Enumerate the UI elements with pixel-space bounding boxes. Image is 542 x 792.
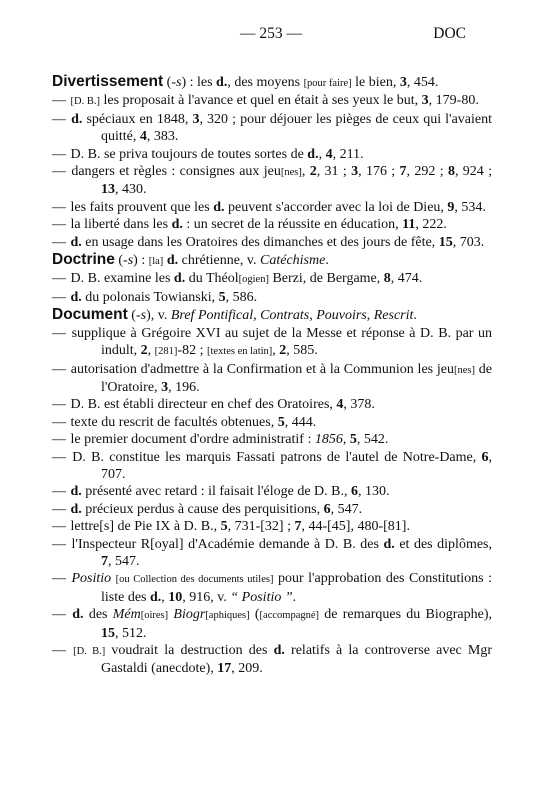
entry-italic: Positio <box>71 571 112 587</box>
entry-text: et des diplômes, <box>394 536 492 552</box>
entry-dash: — <box>52 536 66 552</box>
entry-text: , <box>301 164 310 180</box>
entry-text: texte du rescrit de facultés obtenues, <box>70 414 278 430</box>
entry-ref: 2 <box>309 164 317 180</box>
entry-text: , 222. <box>415 217 447 233</box>
index-entry <box>52 73 492 92</box>
entry-italic: “ Positio ” <box>230 589 293 605</box>
entry-text: -82 ; <box>177 343 207 359</box>
entry-ref: 5 <box>349 432 357 448</box>
editorial-note: [ogien] <box>238 274 269 286</box>
entry-text: , 547. <box>330 501 363 517</box>
entry-text: , <box>366 308 374 324</box>
entry-italic: -s <box>135 308 147 324</box>
entry-ref: d. <box>216 75 228 90</box>
entry-ref: d. <box>173 271 186 287</box>
editorial-note: [accompagné] <box>259 610 320 622</box>
entry-ref: 2 <box>140 343 148 359</box>
editorial-note: [la] <box>148 256 164 268</box>
entry-text: , 292 ; <box>406 164 448 180</box>
index-subentry <box>52 361 492 397</box>
index-subentry <box>52 414 492 431</box>
entry-text: D. B. se priva toujours de toutes sortes de <box>70 146 308 162</box>
entry-text: , 703. <box>452 234 485 250</box>
index-subentry <box>52 431 492 448</box>
index-subentry <box>52 289 492 306</box>
entry-text: , 454. <box>406 75 439 90</box>
entry-ref: 11 <box>402 217 416 233</box>
entry-dash: — <box>52 289 66 305</box>
entry-text: supplique à Grégoire XVI au sujet de la Messe et réponse à D. B. par un indult, <box>71 325 493 359</box>
index-subentry <box>52 483 492 500</box>
entry-ref: 8 <box>447 164 455 180</box>
entry-italic: Mém <box>112 607 141 623</box>
entry-dash: — <box>52 607 66 623</box>
entry-text: la liberté dans les <box>70 217 172 233</box>
entry-text: en usage dans les Oratoires des dimanches et des jours de fête, <box>81 234 439 250</box>
entry-dash: — <box>52 234 66 250</box>
entry-ref: 6 <box>481 449 489 465</box>
entry-ref: d. <box>307 146 319 162</box>
entry-text: voudrait la destruction des <box>105 643 274 658</box>
entry-ref: 15 <box>101 625 115 641</box>
entry-dash: — <box>52 571 66 587</box>
headword: Doctrine <box>52 251 115 269</box>
entry-text: , <box>161 589 169 605</box>
entry-dash: — <box>52 164 66 180</box>
index-subentry <box>52 396 492 413</box>
entry-ref: 17 <box>217 661 232 677</box>
entry-italic: -s <box>123 253 134 269</box>
entry-text: : un secret de la réussite en éducation, <box>182 217 403 233</box>
entry-ref: 3 <box>192 111 200 127</box>
entry-dash: — <box>52 484 66 500</box>
entry-ref: 4 <box>325 146 333 162</box>
entry-ref: 9 <box>447 199 455 215</box>
entry-text: , des moyens <box>227 75 304 90</box>
index-entry <box>52 251 492 270</box>
entry-text: , 547. <box>108 553 140 569</box>
entry-text: , 585. <box>286 343 318 359</box>
entry-dash: — <box>52 643 66 658</box>
entry-text: ( <box>127 308 136 324</box>
editorial-note: [281] <box>154 346 178 358</box>
entry-italic: -s <box>171 75 182 90</box>
running-head: DOC <box>433 25 466 42</box>
entry-text: , 31 ; <box>316 164 352 180</box>
editorial-note: [ou Collection des documents utiles] <box>115 574 274 586</box>
entry-ref: d. <box>70 501 82 517</box>
entry-text: , 534. <box>454 199 486 215</box>
entry-text: , 512. <box>115 625 147 641</box>
entry-text: le premier document d'ordre administratif : <box>70 432 315 448</box>
entry-ref: 7 <box>294 519 302 535</box>
entry-ref: 3 <box>399 75 407 90</box>
entry-text: , 707. <box>101 449 493 482</box>
entry-text: les faits prouvent que les <box>70 199 214 215</box>
entry-ref: 7 <box>399 164 407 180</box>
entry-ref: 5 <box>218 289 226 305</box>
entry-ref: 3 <box>161 379 169 395</box>
entry-text: ( <box>163 75 172 90</box>
entry-text: peuvent s'accorder avec la loi de Dieu, <box>224 199 448 215</box>
index-subentry <box>52 111 492 146</box>
entry-text: , 383. <box>146 129 179 145</box>
editorial-note: [D. B.] <box>70 96 100 108</box>
index-subentry <box>52 570 492 606</box>
editorial-note: [textes en latin] <box>206 346 273 358</box>
entry-text: , 924 ; <box>454 164 493 180</box>
headword: Document <box>52 306 128 324</box>
index-subentry <box>52 518 492 535</box>
entry-text: du polonais Towianski, <box>81 289 219 305</box>
entry-dash: — <box>52 449 66 465</box>
index-subentry <box>52 146 492 163</box>
entry-text: Berzi, de Bergame, <box>268 271 384 287</box>
entry-italic: Biogr <box>173 607 206 623</box>
entry-text: , <box>318 146 326 162</box>
entry-text: , <box>309 308 317 324</box>
editorial-note: [nes] <box>454 364 475 376</box>
index-subentry <box>52 270 492 288</box>
entry-dash: — <box>52 501 66 517</box>
entry-text: du Théol <box>185 271 239 287</box>
index-subentry <box>52 642 492 678</box>
editorial-note: [pour faire] <box>303 78 352 89</box>
headword: Divertissement <box>52 73 164 90</box>
entry-ref: 8 <box>383 271 391 287</box>
index-subentry <box>52 325 492 361</box>
entry-ref: d. <box>166 253 179 269</box>
entry-text: de l'Oratoire, <box>101 361 492 395</box>
entry-ref: d. <box>70 484 82 500</box>
entry-text: autorisation d'admettre à la Confirmation et à la Communion les jeu <box>70 361 454 377</box>
entry-text: l'Inspecteur R[oyal] d'Académie demande à D. B. des <box>71 536 384 552</box>
entry-text: , 211. <box>332 146 364 162</box>
entry-text: , 444. <box>284 414 317 430</box>
entry-text: pour l'approbation des Constitutions : liste des <box>101 571 492 605</box>
entry-text: D. B. constitue les marquis Fassati patrons de l'autel de Notre-Dame, <box>72 449 482 465</box>
entry-text: spéciaux en 1848, <box>82 111 193 127</box>
entry-dash: — <box>52 432 66 448</box>
entry-text: , 378. <box>343 397 375 413</box>
entry-text: ( <box>114 253 124 269</box>
entry-ref: 5 <box>277 414 285 430</box>
index-subentry <box>52 216 492 233</box>
entry-ref: 10 <box>168 589 183 605</box>
entry-text: , 320 ; pour déjouer les pièges de ceux qui l'avaient quitté, <box>101 111 493 145</box>
entry-ref: d. <box>72 607 84 623</box>
entry-text: le bien, <box>351 75 400 90</box>
entry-ref: 6 <box>351 484 358 500</box>
entry-ref: 3 <box>421 93 429 109</box>
entry-text: , <box>147 343 155 359</box>
entry-text: D. B. est établi directeur en chef des Oratoires, <box>70 397 337 413</box>
entry-ref: 13 <box>101 182 115 198</box>
entry-ref: 3 <box>351 164 359 180</box>
entry-ref: d. <box>383 536 395 552</box>
entry-ref: 2 <box>279 343 287 359</box>
entry-ref: d. <box>71 111 83 127</box>
entry-ref: 7 <box>101 553 108 569</box>
entry-text: des <box>83 607 113 623</box>
entry-text: , <box>342 432 350 448</box>
entry-text: , 130. <box>358 484 390 500</box>
entry-text: , 176 ; <box>358 164 400 180</box>
entry-text: , 44-[45], 480-[81]. <box>301 519 410 535</box>
entry-text: de remarques du Biographe), <box>319 607 493 623</box>
index-subentry <box>52 536 492 571</box>
entry-text: précieux perdus à cause des perquisitions, <box>81 501 324 517</box>
entry-ref: 4 <box>336 397 344 413</box>
entry-dash: — <box>52 217 66 233</box>
entry-ref: d. <box>70 234 82 250</box>
editorial-note: [aphiques] <box>205 610 250 622</box>
entry-dash: — <box>52 414 66 430</box>
index-subentry <box>52 449 492 484</box>
entry-text: ( <box>249 607 260 623</box>
entry-italic: 1856 <box>314 432 343 448</box>
entry-dash: — <box>52 361 66 377</box>
entry-text: . <box>413 308 417 324</box>
entry-text: D. B. examine les <box>70 271 174 287</box>
editorial-note: [oires] <box>140 610 169 622</box>
entry-text: , 430. <box>115 182 147 198</box>
entry-ref: d. <box>70 289 82 305</box>
entry-italic: Bref Pontifical <box>170 308 254 324</box>
entry-text: lettre[s] de Pie IX à D. B., <box>70 519 221 535</box>
index-subentry <box>52 234 492 251</box>
entry-text: , <box>272 343 280 359</box>
entry-ref: d. <box>273 643 285 658</box>
index-subentry <box>52 92 492 110</box>
entry-text: , 916, v. <box>182 589 231 605</box>
entry-italic: Rescrit <box>373 308 414 324</box>
entry-text: ) : les <box>181 75 217 90</box>
index-entry <box>52 306 492 324</box>
index-subentry <box>52 606 492 642</box>
entry-text: , 474. <box>390 271 423 287</box>
index-subentry <box>52 163 492 199</box>
entry-text: , <box>253 308 261 324</box>
entry-text: ), v. <box>146 308 171 324</box>
editorial-note: [D. B.] <box>73 646 106 657</box>
entry-text: , 542. <box>356 432 389 448</box>
entry-text: , 209. <box>231 661 263 677</box>
entry-italic: Contrats <box>260 308 310 324</box>
entry-text: les proposait à l'avance et quel en était à ses yeux le but, <box>99 93 422 109</box>
entry-dash: — <box>52 146 66 162</box>
entry-dash: — <box>52 397 66 413</box>
editorial-note: [nes] <box>280 167 302 179</box>
entry-text: , 179-80. <box>428 93 479 109</box>
entry-ref: 4 <box>139 129 147 145</box>
entry-italic: Pouvoirs <box>316 308 367 324</box>
index-subentry <box>52 199 492 216</box>
entry-dash: — <box>52 199 66 215</box>
entry-ref: 6 <box>323 501 331 517</box>
entry-dash: — <box>52 519 66 535</box>
entry-text: dangers et règles : consignes aux jeu <box>71 164 281 180</box>
entry-dash: — <box>52 93 66 109</box>
index-subentry <box>52 501 492 518</box>
entry-text: . <box>325 253 329 269</box>
entry-text: chrétienne, v. <box>178 253 260 269</box>
entry-ref: d. <box>150 589 162 605</box>
entry-dash: — <box>52 271 66 287</box>
entry-text: relatifs à la controverse avec Mgr Gastaldi (anecdote), <box>101 643 492 677</box>
entry-text: . <box>292 589 297 605</box>
entry-ref: 15 <box>438 234 453 250</box>
index-body <box>52 73 492 678</box>
entry-text: , 586. <box>225 289 258 305</box>
entry-text: présenté avec retard : il faisait l'éloge de D. B., <box>81 484 351 500</box>
entry-italic: Catéchisme <box>260 253 326 269</box>
page-number: — 253 — <box>240 25 302 42</box>
entry-text: , 731-[32] ; <box>227 519 295 535</box>
entry-text: , 196. <box>168 379 200 395</box>
entry-ref: d. <box>213 199 225 215</box>
entry-ref: d. <box>171 217 183 233</box>
entry-text: ) : <box>133 253 149 269</box>
entry-dash: — <box>52 111 66 127</box>
entry-ref: 5 <box>220 519 228 535</box>
entry-dash: — <box>52 325 66 341</box>
